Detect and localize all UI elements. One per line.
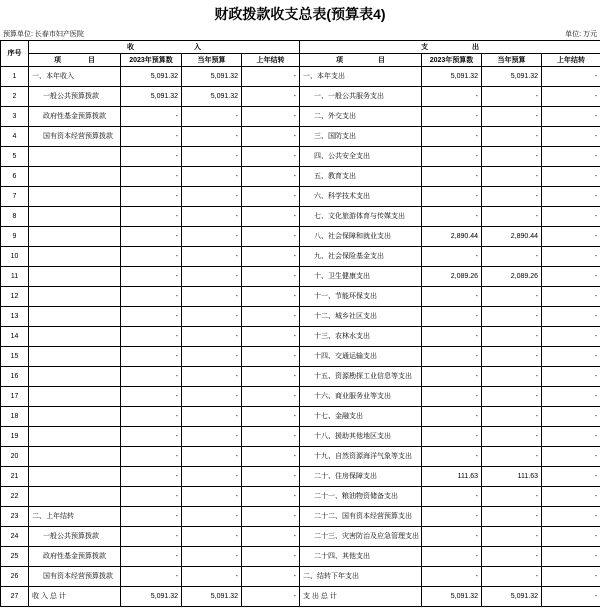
income-item-cell — [29, 347, 121, 367]
expense-item-cell: 十、卫生健康支出 — [300, 267, 422, 287]
income-budget-2023-cell: - — [121, 247, 182, 267]
expense-item-cell: 二十二、国有资本经营预算支出 — [300, 507, 422, 527]
expense-budget-2023-cell: - — [422, 387, 482, 407]
table-row — [1, 527, 600, 547]
expense-item-cell: 二、外交支出 — [300, 107, 422, 127]
expense-item-cell: 十四、交通运输支出 — [300, 347, 422, 367]
expense-budget-2023-cell: - — [422, 307, 482, 327]
page-title: 财政拨款收支总表(预算表4) — [214, 6, 386, 22]
table-row — [1, 267, 600, 287]
income-budget-2023-cell: - — [121, 167, 182, 187]
income-budget-2023-cell: - — [121, 447, 182, 467]
header-income-current-year: 当年预算 — [182, 54, 242, 67]
expense-current-year-cell: - — [482, 427, 542, 447]
table-row — [1, 187, 600, 207]
income-budget-2023-cell: - — [121, 147, 182, 167]
income-current-year-cell: - — [182, 407, 242, 427]
header-row-columns — [1, 54, 600, 67]
header-expense-current-year: 当年预算 — [482, 54, 542, 67]
income-item-cell — [29, 267, 121, 287]
income-carryover-cell: - — [242, 387, 300, 407]
table-row — [1, 367, 600, 387]
income-current-year-cell: - — [182, 567, 242, 587]
income-current-year-cell: - — [182, 287, 242, 307]
income-current-year-cell: - — [182, 187, 242, 207]
income-current-year-cell: - — [182, 347, 242, 367]
table-row — [1, 167, 600, 187]
expense-budget-2023-cell: 111.63 — [422, 467, 482, 487]
expense-item-cell: 一、本年支出 — [300, 67, 422, 87]
expense-current-year-cell: - — [482, 367, 542, 387]
expense-item-cell: 四、公共安全支出 — [300, 147, 422, 167]
income-item-cell — [29, 367, 121, 387]
income-current-year-cell: - — [182, 127, 242, 147]
income-carryover-cell: - — [242, 327, 300, 347]
income-item-cell: 国有资本经营预算拨款 — [29, 567, 121, 587]
expense-budget-2023-cell: - — [422, 547, 482, 567]
income-budget-2023-cell: 5,091.32 — [121, 587, 182, 607]
expense-budget-2023-cell: - — [422, 287, 482, 307]
table-body — [1, 67, 600, 607]
income-carryover-cell: - — [242, 507, 300, 527]
expense-budget-2023-cell: - — [422, 567, 482, 587]
budget-unit-label: 预算单位: 长春市妇产医院 — [3, 31, 84, 38]
expense-item-cell: 十九、自然资源海洋气象等支出 — [300, 447, 422, 467]
header-income-item: 项 目 — [29, 54, 121, 67]
expense-carryover-cell: - — [542, 407, 600, 427]
header-expense-item: 项 目 — [300, 54, 422, 67]
income-current-year-cell: - — [182, 307, 242, 327]
income-carryover-cell: - — [242, 367, 300, 387]
income-item-cell — [29, 247, 121, 267]
income-item-cell — [29, 447, 121, 467]
row-seq: 16 — [1, 367, 29, 387]
expense-current-year-cell: - — [482, 127, 542, 147]
income-carryover-cell: - — [242, 467, 300, 487]
income-current-year-cell: - — [182, 147, 242, 167]
row-seq: 18 — [1, 407, 29, 427]
income-carryover-cell: - — [242, 247, 300, 267]
income-item-cell — [29, 187, 121, 207]
expense-item-cell: 二十四、其他支出 — [300, 547, 422, 567]
row-seq: 23 — [1, 507, 29, 527]
expense-carryover-cell: - — [542, 147, 600, 167]
expense-carryover-cell: - — [542, 547, 600, 567]
row-seq: 14 — [1, 327, 29, 347]
income-item-cell — [29, 227, 121, 247]
income-item-cell — [29, 427, 121, 447]
row-seq: 1 — [1, 67, 29, 87]
income-carryover-cell: - — [242, 487, 300, 507]
income-item-cell: 一般公共预算拨款 — [29, 527, 121, 547]
expense-current-year-cell: - — [482, 307, 542, 327]
income-current-year-cell: - — [182, 427, 242, 447]
income-budget-2023-cell: - — [121, 567, 182, 587]
income-item-cell — [29, 307, 121, 327]
income-carryover-cell: - — [242, 527, 300, 547]
income-current-year-cell: - — [182, 167, 242, 187]
expense-item-cell: 十一、节能环保支出 — [300, 287, 422, 307]
row-seq: 15 — [1, 347, 29, 367]
expense-current-year-cell: 5,091.32 — [482, 587, 542, 607]
table-row — [1, 107, 600, 127]
expense-current-year-cell: 5,091.32 — [482, 67, 542, 87]
expense-item-cell: 十六、商业服务业等支出 — [300, 387, 422, 407]
income-current-year-cell: - — [182, 247, 242, 267]
expense-current-year-cell: - — [482, 347, 542, 367]
row-seq: 22 — [1, 487, 29, 507]
table-row — [1, 567, 600, 587]
row-seq: 6 — [1, 167, 29, 187]
income-budget-2023-cell: - — [121, 367, 182, 387]
table-row — [1, 87, 600, 107]
table-row — [1, 487, 600, 507]
income-carryover-cell: - — [242, 167, 300, 187]
expense-current-year-cell: - — [482, 167, 542, 187]
expense-current-year-cell: - — [482, 407, 542, 427]
income-budget-2023-cell: - — [121, 427, 182, 447]
income-item-cell — [29, 147, 121, 167]
table-row — [1, 387, 600, 407]
expense-carryover-cell: - — [542, 567, 600, 587]
income-item-cell — [29, 287, 121, 307]
expense-budget-2023-cell: - — [422, 187, 482, 207]
expense-carryover-cell: - — [542, 267, 600, 287]
row-seq: 27 — [1, 587, 29, 607]
income-budget-2023-cell: - — [121, 107, 182, 127]
income-carryover-cell: - — [242, 107, 300, 127]
expense-carryover-cell: - — [542, 487, 600, 507]
income-carryover-cell: - — [242, 267, 300, 287]
income-item-cell — [29, 467, 121, 487]
table-row — [1, 287, 600, 307]
expense-budget-2023-cell: - — [422, 127, 482, 147]
expense-budget-2023-cell: - — [422, 347, 482, 367]
expense-current-year-cell: 111.63 — [482, 467, 542, 487]
table-row — [1, 547, 600, 567]
income-carryover-cell: - — [242, 447, 300, 467]
expense-item-cell: 一、一般公共服务支出 — [300, 87, 422, 107]
income-budget-2023-cell: - — [121, 267, 182, 287]
table-row — [1, 427, 600, 447]
income-carryover-cell: - — [242, 87, 300, 107]
table-row — [1, 347, 600, 367]
expense-current-year-cell: 2,089.26 — [482, 267, 542, 287]
row-seq: 5 — [1, 147, 29, 167]
table-row — [1, 407, 600, 427]
income-current-year-cell: - — [182, 507, 242, 527]
income-item-cell — [29, 167, 121, 187]
expense-item-cell: 二十一、粮油物资储备支出 — [300, 487, 422, 507]
income-budget-2023-cell: - — [121, 407, 182, 427]
expense-item-cell: 十二、城乡社区支出 — [300, 307, 422, 327]
expense-carryover-cell: - — [542, 507, 600, 527]
expense-current-year-cell: - — [482, 207, 542, 227]
budget-summary-table — [0, 40, 600, 607]
expense-item-cell: 七、文化旅游体育与传媒支出 — [300, 207, 422, 227]
row-seq: 21 — [1, 467, 29, 487]
expense-item-cell: 二、结转下年支出 — [300, 567, 422, 587]
expense-item-cell: 二十三、灾害防治及应急管理支出 — [300, 527, 422, 547]
income-budget-2023-cell: - — [121, 507, 182, 527]
income-carryover-cell: - — [242, 347, 300, 367]
income-carryover-cell: - — [242, 547, 300, 567]
income-budget-2023-cell: - — [121, 487, 182, 507]
expense-item-cell: 二十、住房保障支出 — [300, 467, 422, 487]
income-current-year-cell: - — [182, 467, 242, 487]
expense-carryover-cell: - — [542, 247, 600, 267]
expense-budget-2023-cell: - — [422, 407, 482, 427]
income-current-year-cell: - — [182, 107, 242, 127]
expense-budget-2023-cell: - — [422, 147, 482, 167]
row-seq: 26 — [1, 567, 29, 587]
income-item-cell — [29, 387, 121, 407]
expense-budget-2023-cell: - — [422, 327, 482, 347]
expense-item-cell: 九、社会保险基金支出 — [300, 247, 422, 267]
income-carryover-cell: - — [242, 207, 300, 227]
income-carryover-cell: - — [242, 287, 300, 307]
expense-budget-2023-cell: - — [422, 527, 482, 547]
income-budget-2023-cell: - — [121, 287, 182, 307]
income-budget-2023-cell: 5,091.32 — [121, 67, 182, 87]
income-budget-2023-cell: - — [121, 347, 182, 367]
income-budget-2023-cell: - — [121, 187, 182, 207]
expense-carryover-cell: - — [542, 427, 600, 447]
expense-item-cell: 八、社会保障和就业支出 — [300, 227, 422, 247]
table-row — [1, 227, 600, 247]
income-budget-2023-cell: 5,091.32 — [121, 87, 182, 107]
income-carryover-cell: - — [242, 127, 300, 147]
expense-carryover-cell: - — [542, 227, 600, 247]
row-seq: 2 — [1, 87, 29, 107]
expense-budget-2023-cell: - — [422, 167, 482, 187]
row-seq: 10 — [1, 247, 29, 267]
income-item-cell — [29, 327, 121, 347]
income-item-cell — [29, 487, 121, 507]
income-item-cell: 一、本年收入 — [29, 67, 121, 87]
header-expense-carryover: 上年结转 — [542, 54, 600, 67]
row-seq: 4 — [1, 127, 29, 147]
expense-carryover-cell: - — [542, 207, 600, 227]
expense-budget-2023-cell: - — [422, 207, 482, 227]
income-item-cell: 政府性基金预算拨款 — [29, 107, 121, 127]
income-carryover-cell: - — [242, 587, 300, 607]
income-current-year-cell: - — [182, 327, 242, 347]
table-row — [1, 147, 600, 167]
row-seq: 19 — [1, 427, 29, 447]
expense-carryover-cell: - — [542, 367, 600, 387]
row-seq: 8 — [1, 207, 29, 227]
expense-carryover-cell: - — [542, 127, 600, 147]
header-seq: 序号 — [1, 41, 29, 67]
row-seq: 13 — [1, 307, 29, 327]
expense-current-year-cell: - — [482, 147, 542, 167]
income-budget-2023-cell: - — [121, 307, 182, 327]
table-row — [1, 247, 600, 267]
expense-current-year-cell: - — [482, 487, 542, 507]
income-item-cell — [29, 207, 121, 227]
expense-item-cell: 十五、资源勘探工业信息等支出 — [300, 367, 422, 387]
income-current-year-cell: - — [182, 447, 242, 467]
header-expense-budget-2023: 2023年预算数 — [422, 54, 482, 67]
expense-current-year-cell: - — [482, 507, 542, 527]
row-seq: 11 — [1, 267, 29, 287]
expense-budget-2023-cell: - — [422, 427, 482, 447]
header-expense-group: 支 出 — [300, 41, 600, 54]
expense-current-year-cell: - — [482, 247, 542, 267]
income-current-year-cell: - — [182, 387, 242, 407]
expense-carryover-cell: - — [542, 307, 600, 327]
table-row — [1, 307, 600, 327]
income-current-year-cell: - — [182, 267, 242, 287]
expense-current-year-cell: - — [482, 527, 542, 547]
income-current-year-cell: 5,091.32 — [182, 87, 242, 107]
expense-budget-2023-cell: 2,089.26 — [422, 267, 482, 287]
income-current-year-cell: - — [182, 547, 242, 567]
header-income-budget-2023: 2023年预算数 — [121, 54, 182, 67]
expense-budget-2023-cell: - — [422, 87, 482, 107]
income-item-cell — [29, 407, 121, 427]
income-carryover-cell: - — [242, 147, 300, 167]
expense-budget-2023-cell: - — [422, 367, 482, 387]
income-current-year-cell: - — [182, 367, 242, 387]
income-budget-2023-cell: - — [121, 207, 182, 227]
income-current-year-cell: 5,091.32 — [182, 67, 242, 87]
expense-carryover-cell: - — [542, 327, 600, 347]
expense-carryover-cell: - — [542, 387, 600, 407]
expense-budget-2023-cell: 5,091.32 — [422, 587, 482, 607]
expense-current-year-cell: - — [482, 107, 542, 127]
income-budget-2023-cell: - — [121, 327, 182, 347]
row-seq: 9 — [1, 227, 29, 247]
expense-item-cell: 支 出 总 计 — [300, 587, 422, 607]
income-carryover-cell: - — [242, 427, 300, 447]
row-seq: 12 — [1, 287, 29, 307]
income-current-year-cell: - — [182, 487, 242, 507]
expense-current-year-cell: - — [482, 447, 542, 467]
income-budget-2023-cell: - — [121, 387, 182, 407]
row-seq: 25 — [1, 547, 29, 567]
income-item-cell: 国有资本经营预算拨款 — [29, 127, 121, 147]
header-income-group: 收 入 — [29, 41, 300, 54]
income-carryover-cell: - — [242, 227, 300, 247]
expense-current-year-cell: - — [482, 187, 542, 207]
expense-carryover-cell: - — [542, 87, 600, 107]
table-row — [1, 327, 600, 347]
row-seq: 7 — [1, 187, 29, 207]
table-row — [1, 587, 600, 607]
income-carryover-cell: - — [242, 67, 300, 87]
income-carryover-cell: - — [242, 187, 300, 207]
table-row — [1, 467, 600, 487]
expense-budget-2023-cell: - — [422, 507, 482, 527]
table-row — [1, 507, 600, 527]
expense-current-year-cell: - — [482, 567, 542, 587]
expense-carryover-cell: - — [542, 107, 600, 127]
expense-item-cell: 三、国防支出 — [300, 127, 422, 147]
expense-current-year-cell: - — [482, 287, 542, 307]
row-seq: 17 — [1, 387, 29, 407]
income-carryover-cell: - — [242, 407, 300, 427]
expense-item-cell: 十七、金融支出 — [300, 407, 422, 427]
expense-budget-2023-cell: - — [422, 487, 482, 507]
expense-current-year-cell: - — [482, 387, 542, 407]
expense-carryover-cell: - — [542, 187, 600, 207]
expense-item-cell: 六、科学技术支出 — [300, 187, 422, 207]
income-carryover-cell: - — [242, 307, 300, 327]
expense-budget-2023-cell: - — [422, 447, 482, 467]
currency-unit-label: 单位: 万元 — [565, 31, 597, 38]
income-budget-2023-cell: - — [121, 467, 182, 487]
income-item-cell: 政府性基金预算拨款 — [29, 547, 121, 567]
table-row — [1, 127, 600, 147]
expense-carryover-cell: - — [542, 587, 600, 607]
expense-current-year-cell: - — [482, 547, 542, 567]
expense-budget-2023-cell: 5,091.32 — [422, 67, 482, 87]
income-item-cell: 二、上年结转 — [29, 507, 121, 527]
expense-carryover-cell: - — [542, 287, 600, 307]
expense-carryover-cell: - — [542, 447, 600, 467]
expense-budget-2023-cell: - — [422, 247, 482, 267]
income-budget-2023-cell: - — [121, 127, 182, 147]
expense-current-year-cell: - — [482, 327, 542, 347]
expense-carryover-cell: - — [542, 527, 600, 547]
income-carryover-cell: - — [242, 567, 300, 587]
income-current-year-cell: 5,091.32 — [182, 587, 242, 607]
header-income-carryover: 上年结转 — [242, 54, 300, 67]
expense-item-cell: 五、教育支出 — [300, 167, 422, 187]
income-budget-2023-cell: - — [121, 527, 182, 547]
expense-current-year-cell: 2,890.44 — [482, 227, 542, 247]
income-budget-2023-cell: - — [121, 547, 182, 567]
header-row-groups — [1, 41, 600, 54]
row-seq: 3 — [1, 107, 29, 127]
expense-carryover-cell: - — [542, 67, 600, 87]
income-budget-2023-cell: - — [121, 227, 182, 247]
income-item-cell: 一般公共预算拨款 — [29, 87, 121, 107]
income-current-year-cell: - — [182, 207, 242, 227]
expense-budget-2023-cell: 2,890.44 — [422, 227, 482, 247]
expense-item-cell: 十三、农林水支出 — [300, 327, 422, 347]
income-item-cell: 收 入 总 计 — [29, 587, 121, 607]
expense-current-year-cell: - — [482, 87, 542, 107]
income-current-year-cell: - — [182, 227, 242, 247]
table-row — [1, 207, 600, 227]
table-row — [1, 67, 600, 87]
row-seq: 20 — [1, 447, 29, 467]
expense-budget-2023-cell: - — [422, 107, 482, 127]
table-row — [1, 447, 600, 467]
income-current-year-cell: - — [182, 527, 242, 547]
expense-item-cell: 十八、援助其他地区支出 — [300, 427, 422, 447]
row-seq: 24 — [1, 527, 29, 547]
expense-carryover-cell: - — [542, 467, 600, 487]
expense-carryover-cell: - — [542, 167, 600, 187]
expense-carryover-cell: - — [542, 347, 600, 367]
